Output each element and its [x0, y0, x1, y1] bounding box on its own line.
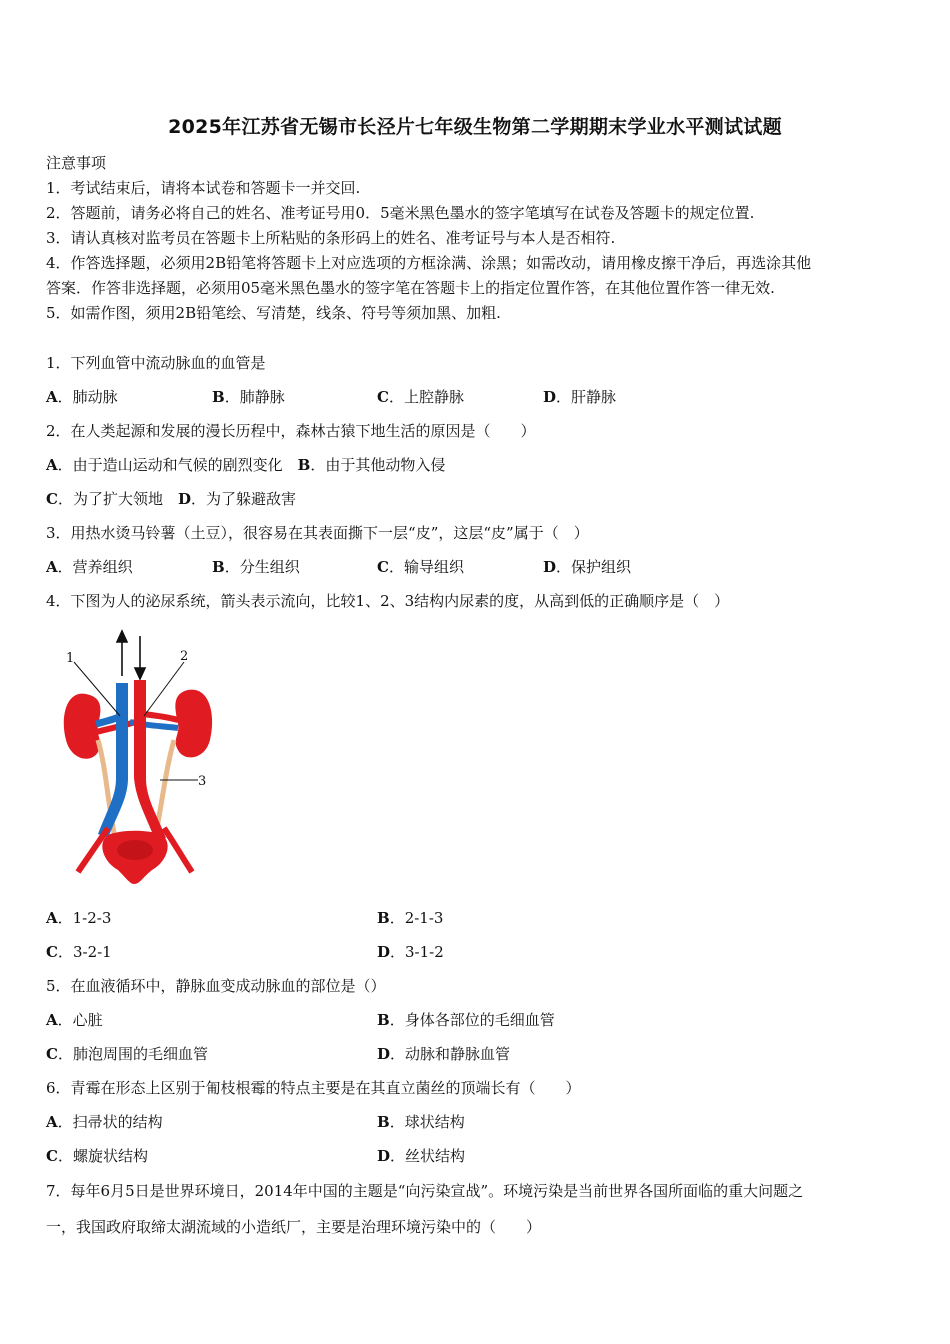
question-3-stem: 3．用热水烫马铃薯（土豆），很容易在其表面撕下一层“皮”，这层“皮”属于（ ）: [46, 524, 589, 542]
q1-option-c: C．上腔静脉: [377, 388, 464, 406]
question-6-stem: 6．青霉在形态上区别于匍枝根霉的特点主要是在其直立菌丝的顶端长有（ ）: [46, 1079, 581, 1097]
flow-arrows: [117, 631, 145, 679]
q2-options-cd: C．为了扩大领地 D．为了躲避敌害: [46, 490, 296, 508]
q6-option-a: A．扫帚状的结构: [46, 1113, 163, 1131]
q3-option-c: C．输导组织: [377, 558, 464, 576]
q5-option-c: C．肺泡周围的毛细血管: [46, 1045, 208, 1063]
q4-option-a: A．1-2-3: [46, 909, 112, 927]
question-5-stem: 5．在血液循环中，静脉血变成动脉血的部位是（）: [46, 977, 386, 995]
question-1-stem: 1．下列血管中流动脉血的血管是: [46, 354, 266, 372]
q4-option-c: C．3-2-1: [46, 943, 112, 961]
question-7-stem-continued: 一，我国政府取缔太湖流域的小造纸厂，主要是治理环境污染中的（ ）: [46, 1218, 542, 1236]
notice-item: 3．请认真核对监考员在答题卡上所粘贴的条形码上的姓名、准考证号与本人是否相符.: [46, 229, 616, 247]
q5-option-d: D．动脉和静脉血管: [377, 1045, 511, 1063]
figure-label-2: 2: [180, 649, 189, 664]
page-title: 2025年江苏省无锡市长泾片七年级生物第二学期期末学业水平测试试题: [168, 116, 782, 138]
q6-option-b: B．球状结构: [377, 1113, 465, 1131]
figure-label-1: 1: [66, 651, 75, 666]
question-4-stem: 4．下图为人的泌尿系统，箭头表示流向，比较1、2、3结构内尿素的度，从高到低的正确顺序是（ ）: [46, 592, 730, 610]
q3-option-d: D．保护组织: [543, 558, 632, 576]
q1-option-d: D．肝静脉: [543, 388, 617, 406]
q3-option-a: A．营养组织: [46, 558, 133, 576]
right-kidney: [175, 690, 212, 758]
notice-item: 2．答题前，请务必将自己的姓名、准考证号用0．5毫米黑色墨水的签字笔填写在试卷及答题卡的规定位置.: [46, 204, 755, 222]
q1-option-b: B．肺静脉: [212, 388, 285, 406]
notice-item: 5．如需作图，须用2B铅笔绘、写清楚，线条、符号等须加黑、加粗.: [46, 304, 501, 322]
right-ureter: [156, 740, 174, 833]
question-2-stem: 2．在人类起源和发展的漫长历程中，森林古猿下地生活的原因是（ ）: [46, 422, 536, 440]
notice-item: 答案．作答非选择题，必须用05毫米黑色墨水的签字笔在答题卡上的指定位置作答，在其他位置作答一律无效.: [46, 279, 775, 297]
notice-item: 1．考试结束后，请将本试卷和答题卡一并交回.: [46, 179, 361, 197]
q5-option-a: A．心脏: [46, 1011, 103, 1029]
q1-option-a: A．肺动脉: [46, 388, 118, 406]
q2-options-ab: A．由于造山运动和气候的剧烈变化 B．由于其他动物入侵: [46, 456, 446, 474]
notice-item: 4．作答选择题，必须用2B铅笔将答题卡上对应选项的方框涂满、涂黑；如需改动，请用橡皮擦干净后，再选涂其他: [46, 254, 812, 272]
q3-option-b: B．分生组织: [212, 558, 300, 576]
q4-option-b: B．2-1-3: [377, 909, 444, 927]
notice-heading: 注意事项: [46, 154, 107, 172]
q5-option-b: B．身体各部位的毛细血管: [377, 1011, 555, 1029]
figure-label-3: 3: [198, 774, 207, 789]
q4-option-d: D．3-1-2: [377, 943, 444, 961]
left-kidney: [64, 694, 101, 759]
q6-option-c: C．螺旋状结构: [46, 1147, 148, 1165]
q6-option-d: D．丝状结构: [377, 1147, 466, 1165]
question-7-stem: 7．每年6月5日是世界环境日，2014年中国的主题是“向污染宣战”。环境污染是当前世界各国所面临的重大问题之: [46, 1182, 804, 1200]
urinary-system-figure: [56, 628, 226, 888]
